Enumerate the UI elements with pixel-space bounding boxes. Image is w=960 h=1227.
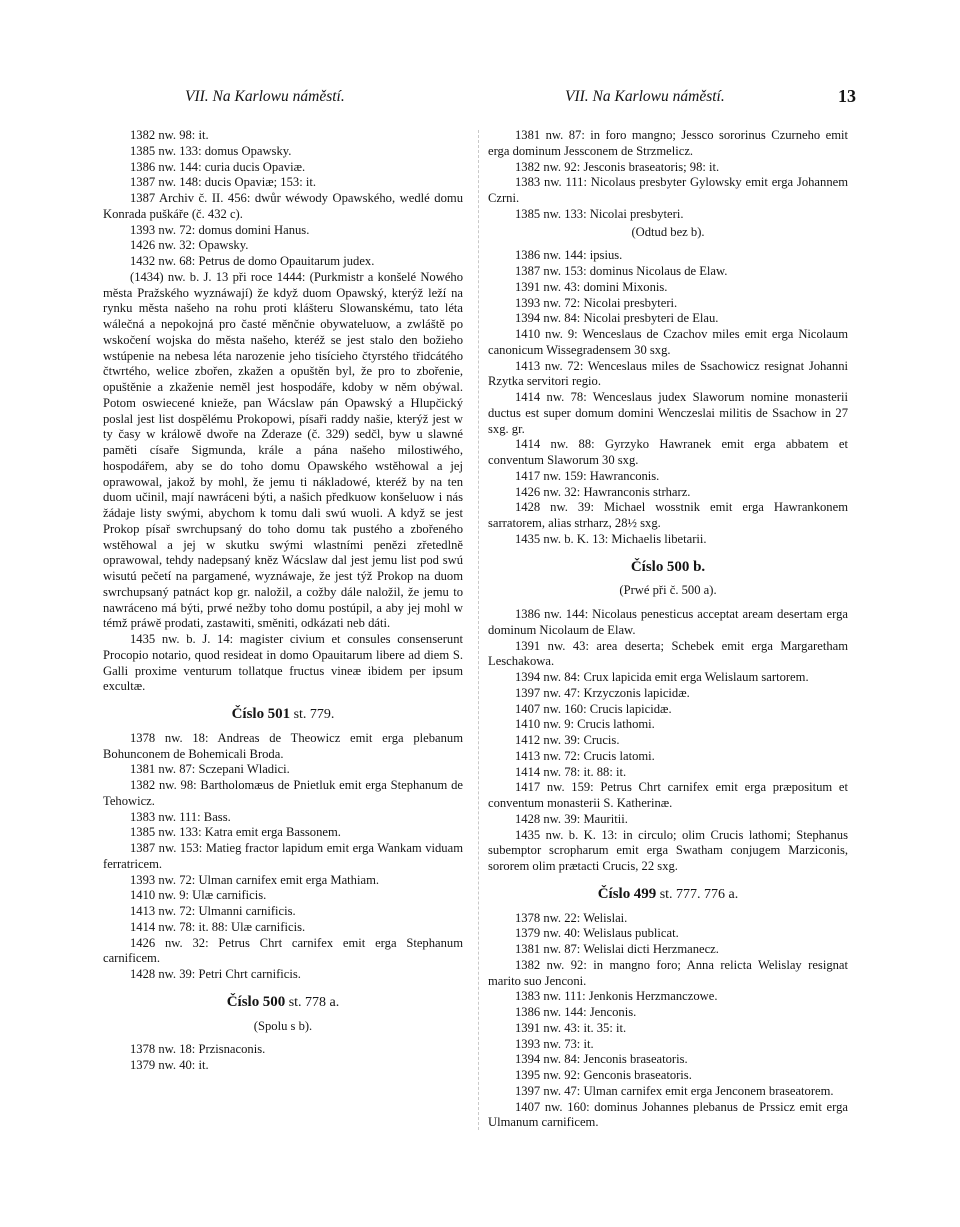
record-entry: 1381 nw. 87: Welislai dicti Herzmanecz. (515, 942, 719, 956)
section-note: (Odtud bez b). (631, 224, 705, 239)
record-entry: 1413 nw. 72: Wenceslaus miles de Ssachowicz resignat Johanni Rzytka servitori regio. (488, 358, 848, 389)
record-entry: 1386 nw. 144: Jenconis. (515, 1005, 637, 1019)
record-entry: 1412 nw. 39: Crucis. (515, 733, 620, 747)
record-entry: 1394 nw. 84: Nicolai presbyteri de Elau. (515, 311, 719, 326)
section-label: Číslo (231, 706, 265, 722)
column-divider (478, 130, 479, 1130)
record-entry: 1385 nw. 133: Nicolai presbyteri. (515, 206, 684, 221)
record-entry: 1391 nw. 43: area deserta; Schebek emit erga Margaretham Leschakowa. (488, 638, 848, 669)
record-entry: 1413 nw. 72: Crucis latomi. (515, 748, 655, 763)
record-entry: 1379 nw. 40: Welislaus publicat. (515, 926, 679, 941)
section-label: Číslo (226, 993, 260, 1010)
record-entry: 1387 nw. 153: dominus Nicolaus de Elaw. (515, 264, 728, 278)
record-entry: (1434) nw. b. J. 13 při roce 1444: (Purkmistr a konšelé Nowého města Pražského wyznáwají) že když duom Opawský, kterýž leží na rynku města našeho na rohu proti klášteru Slowanskému, tato léta wálečná a nepokojná pro časté měnčnie obywateluow, a zwláště po wskočení wojska do města našeho, kteréž se jest stalo den božieho wstúpenie na nebesa léta narozenie jeho tisícieho čtyrstého třidcátého čtwrtého, welice zbořen, zkažen a opuštěn byl, že pro to zbořenie, opuštěnie a zkaženie neměl jest hospodáře, kdoby w něm obýwal. Potom oswiecené knieže, pan Wácslaw pán Opawský a Hlupčický poslal jest list dospělému Prokopowi, písaři raddy našie, kterýž jest w ty časy w králowě dwoře na Zderaze (č. 329) sedčl, byw u slawné paměti císaře Sigmunda, krále a pána našeho milostiwého, hospodářem, aby se do toho domu Opawského wstěhowal a jej oprawowal, jakož by mohl, že jemu ti nákladowé, kteréž by na ten duom učinil, mají nawráceni býti, a našich předkuow konšeluow i nás žádaje listy swými, abychom k tomu dali swú wuoli. A když se jest Prokop písař swrchupsaný do toho domu tak pustého a zbořeného wstěhowal a jej w skutku swými wlastními penězi zřetedlně oprawowal, tehdy nadepsaný kněz Wácslaw dal jest jemu list pod swú wisutú pečetí na pargamené, wyznáwaje, že jest týž Prokop na duom swrchupsaný patnáct kop gr. naložil, a cožby dále naložil, že jemu to nawráceno má býti, prwé nežby toho domu postúpil, a aby jej mohl w témž práwě prodati, zastawiti, směniti, odkázati neb dáti. (103, 269, 463, 631)
record-entry: 1407 nw. 160: dominus Johannes plebanus de Prssicz emit erga Ulmanum carnificem. (488, 1099, 848, 1130)
record-entry: 1417 nw. 159: Hawranconis. (515, 468, 660, 483)
record-entry: 1378 nw. 18: Andreas de Theowicz emit erga plebanum Bohunconem de Bohemicali Broda. (103, 730, 463, 761)
record-entry: 1386 nw. 144: curia ducis Opaviæ. (130, 159, 306, 174)
record-entry: 1387 nw. 148: ducis Opaviæ; 153: it. (130, 175, 316, 190)
record-entry: 1395 nw. 92: Genconis braseatoris. (515, 1068, 692, 1082)
record-entry: 1410 nw. 9: Wenceslaus de Czachov miles emit erga Nicolaum canonicum Wissegradensem 30 sxg. (488, 327, 848, 357)
record-entry: 1383 nw. 111: Jenkonis Herzmanczowe. (515, 989, 718, 1004)
record-entry: 1435 nw. b. K. 13: Michaelis libetarii. (515, 531, 707, 546)
record-entry: 1382 nw. 92: in mangno foro; Anna relicta Welislay resignat marito suo Jenconi. (488, 957, 848, 988)
record-entry: 1410 nw. 9: Ulæ carnificis. (130, 888, 267, 903)
section-heading (488, 887, 848, 903)
record-entry: 1382 nw. 92: Jesconis braseatoris; 98: it. (515, 159, 720, 174)
record-entry: 1379 nw. 40: it. (130, 1058, 209, 1072)
record-entry: 1432 nw. 68: Petrus de domo Opauitarum judex. (130, 254, 375, 268)
record-entry: 1385 nw. 133: Katra emit erga Bassonem. (130, 825, 341, 840)
record-entry: 1426 nw. 32: Opawsky. (130, 238, 249, 253)
section-suffix: st. 778 a. (288, 994, 340, 1010)
record-entry: 1386 nw. 144: ipsius. (515, 248, 623, 263)
section-suffix: st. 779. (293, 707, 335, 722)
section-heading (103, 995, 463, 1011)
record-entry: 1426 nw. 32: Petrus Chrt carnifex emit erga Stephanum carnificem. (103, 935, 463, 966)
right-running-title: VII. Na Karlowu náměstí. (565, 88, 725, 105)
record-entry: 1391 nw. 43: it. 35: it. (515, 1020, 627, 1035)
left-column (103, 128, 463, 1074)
record-entry: 1414 nw. 78: it. 88: Ulæ carnificis. (130, 919, 306, 934)
page-number: 13 (838, 86, 856, 106)
record-entry: 1426 nw. 32: Hawranconis strharz. (515, 484, 691, 499)
record-entry: 1386 nw. 144: Nicolaus penesticus acceptat aream desertam erga dominum Nicolaum de Elaw. (488, 607, 848, 637)
record-entry: 1383 nw. 111: Nicolaus presbyter Gylowsky emit erga Johannem Czrni. (488, 175, 848, 205)
right-column (488, 128, 848, 1131)
section-number: 500 (262, 993, 286, 1010)
section-number: 501 (267, 706, 291, 722)
record-entry: 1428 nw. 39: Mauritii. (515, 811, 628, 826)
record-entry: 1393 nw. 72: Ulman carnifex emit erga Mathiam. (130, 872, 380, 887)
section-label: Číslo (630, 558, 664, 575)
record-entry: 1393 nw. 73: it. (515, 1036, 594, 1051)
record-entry: 1397 nw. 47: Krzyczonis lapicidæ. (515, 685, 690, 700)
record-entry: 1393 nw. 72: Nicolai presbyteri. (515, 295, 678, 310)
left-running-title: VII. Na Karlowu náměstí. (185, 88, 345, 105)
record-entry: 1385 nw. 133: domus Opawsky. (130, 143, 292, 158)
section-number: 499 (633, 885, 657, 902)
record-entry: 1393 nw. 72: domus domini Hanus. (130, 222, 310, 237)
record-entry: 1414 nw. 78: Wenceslaus judex Slaworum nomine monasterii ductus est super domum domini Wenczeslai militis de Ssachow in 27 sxg. gr. (488, 390, 848, 436)
section-note: (Spolu s b). (253, 1018, 313, 1033)
record-entry: 1394 nw. 84: Jenconis braseatoris. (515, 1052, 688, 1067)
record-entry: 1378 nw. 18: Przisnaconis. (130, 1042, 266, 1057)
section-heading (103, 707, 463, 723)
record-entry: 1397 nw. 47: Ulman carnifex emit erga Jenconem braseatorem. (515, 1083, 834, 1098)
record-entry: 1394 nw. 84: Crux lapicida emit erga Welislaum sartorem. (515, 670, 809, 684)
record-entry: 1413 nw. 72: Ulmanni carnificis. (130, 904, 296, 918)
record-entry: 1382 nw. 98: Bartholomæus de Pnietluk emit erga Stephanum de Tehowicz. (103, 778, 463, 808)
section-note: (Prwé při č. 500 a). (619, 583, 717, 598)
section-heading (488, 560, 848, 576)
record-entry: 1435 nw. b. J. 14: magister civium et consules consenserunt Procopio notario, quod resideat in domo Opauitarum libere ad diem S. Galli proxime venturum tollatque fructus vineæ ibidem per ipsum excultæ. (103, 632, 463, 694)
record-entry: 1387 nw. 153: Matieg fractor lapidum emit erga Wankam viduam ferratricem. (103, 841, 463, 871)
record-entry: 1391 nw. 43: domini Mixonis. (515, 279, 668, 294)
record-entry: 1381 nw. 87: Sczepani Wladici. (130, 762, 290, 777)
record-entry: 1407 nw. 160: Crucis lapicidæ. (515, 701, 672, 716)
record-entry: 1383 nw. 111: Bass. (130, 809, 231, 824)
record-entry: 1410 nw. 9: Crucis lathomi. (515, 717, 655, 732)
section-number: 500 b. (666, 558, 706, 575)
record-entry: 1414 nw. 88: Gyrzyko Hawranek emit erga abbatem et conventum Slaworum 30 sxg. (488, 437, 848, 467)
record-entry: 1428 nw. 39: Michael wosstnik emit erga Hawrankonem sarratorem, alias strharz, 28½ sxg. (488, 500, 848, 530)
record-entry: 1382 nw. 98: it. (130, 128, 209, 142)
section-suffix: st. 777. 776 a. (659, 886, 739, 902)
record-entry: 1381 nw. 87: in foro mangno; Jessco sororinus Czurneho emit erga dominum Jessconem de Strzmelicz. (488, 128, 848, 158)
record-entry: 1435 nw. b. K. 13: in circulo; olim Crucis lathomi; Stephanus subemptor scropharum emit erga Swatham conjugem Marziconis, sororem olim prætacti Crucis, 22 sxg. (488, 827, 848, 873)
section-label: Číslo (597, 885, 631, 902)
record-entry: 1428 nw. 39: Petri Chrt carnificis. (130, 967, 301, 981)
record-entry: 1378 nw. 22: Welislai. (515, 910, 628, 925)
record-entry: 1414 nw. 78: it. 88: it. (515, 764, 627, 779)
running-header (0, 84, 960, 112)
record-entry: 1417 nw. 159: Petrus Chrt carnifex emit erga præpositum et conventum monasterii S. Katherinæ. (488, 780, 848, 810)
record-entry: 1387 Archiv č. II. 456: dwůr wéwody Opawského, wedlé domu Konrada puškáře (č. 432 c). (103, 191, 463, 221)
